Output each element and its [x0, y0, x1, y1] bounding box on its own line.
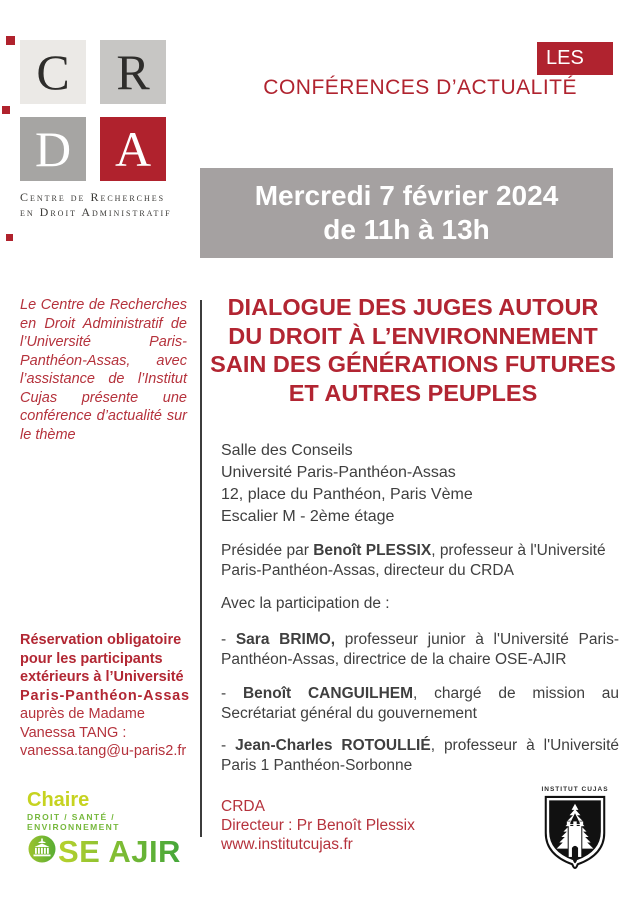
participant-dash: - — [221, 685, 243, 702]
chair-paragraph — [221, 541, 621, 581]
crda-caption — [20, 190, 170, 220]
chair-name: Benoît PLESSIX — [313, 542, 432, 559]
venue-room: Salle des Conseils — [221, 442, 353, 459]
participant-dash: - — [221, 737, 236, 754]
crda-letter-r: R — [100, 40, 166, 104]
decorative-red-square — [6, 234, 13, 241]
participant-name: Benoît CANGUILHEM — [242, 685, 414, 702]
date-line: Mercredi 7 février 2024 — [254, 180, 559, 211]
conference-title — [203, 293, 623, 407]
chaire-subtitle: DROIT / SANTÉ / ENVIRONNEMENT — [27, 812, 120, 832]
vertical-divider — [200, 300, 202, 837]
decorative-red-square — [6, 36, 15, 45]
chair-rest: , professeur à l'Université Paris-Panthéon-Assas, directeur du CRDA — [221, 542, 606, 579]
intro-paragraph: Le Centre de Recherches en Droit Administratif de l’Université Paris-Panthéon-Assas, avec l’assistance de l’Institut Cujas présente une conférence d’actualité sur le thème — [20, 297, 187, 443]
participant-name: Sara BRIMO, — [235, 631, 336, 648]
reservation-line: Réservation obligatoire — [20, 632, 182, 648]
crda-letter-a: A — [100, 117, 166, 181]
participation-heading: Avec la participation de : — [221, 595, 390, 612]
crda-caption-line1: Centre de Recherches — [20, 190, 166, 204]
reservation-line: extérieurs à l’Université — [20, 669, 184, 685]
title-line-2: DU DROIT À L’ENVIRONNEMENT — [228, 322, 598, 349]
ose-ajir-row — [27, 834, 187, 869]
participant-role: , chargé de mission au Secrétariat général du gouvernement — [221, 685, 619, 722]
participant-name: Jean-Charles ROTOULLIÉ — [235, 737, 431, 754]
chaire-title: Chaire — [27, 789, 90, 811]
reservation-email[interactable]: vanessa.tang@u-paris2.fr — [20, 743, 187, 759]
title-line-4: ET AUTRES PEUPLES — [288, 379, 538, 406]
series-title: CONFÉRENCES D’ACTUALITÉ — [263, 76, 577, 99]
footer-director: Directeur : Pr Benoît Plessix — [221, 817, 415, 834]
participant-dash: - — [221, 631, 236, 648]
cujas-caption: INSTITUT CUJAS — [541, 786, 609, 793]
pantheon-icon — [27, 834, 57, 869]
decorative-red-square — [2, 106, 10, 114]
reservation-contact-line: Vanessa TANG : — [20, 724, 127, 741]
participant-role: , professeur à l'Université Paris 1 Panthéon-Sorbonne — [221, 737, 619, 774]
institut-cujas-logo — [533, 786, 617, 879]
reservation-contact-line: auprès de Madame — [20, 706, 145, 722]
reservation-line: pour les participants — [20, 650, 163, 667]
reservation-line: Paris-Panthéon-Assas — [20, 687, 190, 704]
chair-prefix: Présidée par — [221, 542, 314, 559]
title-line-1: DIALOGUE DES JUGES AUTOUR — [227, 294, 599, 320]
footer-website-link[interactable]: www.institutcujas.fr — [221, 836, 353, 853]
les-badge: LES — [537, 42, 613, 75]
venue-university: Université Paris-Panthéon-Assas — [221, 464, 456, 481]
footer-org: CRDA — [221, 798, 265, 815]
date-banner — [200, 168, 613, 258]
ose-ajir-wordmark: SE AJIR — [58, 834, 181, 869]
crda-caption-line2: en Droit Administratif — [20, 205, 172, 219]
participant-item — [221, 684, 619, 724]
chaire-ose-ajir-logo — [27, 790, 187, 869]
crda-logo-squares — [20, 40, 170, 181]
time-line: de 11h à 13h — [323, 214, 490, 245]
participant-item — [221, 736, 619, 776]
crda-letter-d: D — [20, 117, 86, 181]
venue-stairs: Escalier M - 2ème étage — [221, 508, 395, 525]
reservation-block — [20, 631, 190, 761]
footer-block — [221, 797, 415, 854]
participant-item — [221, 630, 619, 670]
venue-address: 12, place du Panthéon, Paris Vème — [221, 486, 473, 503]
crda-logo — [20, 40, 170, 220]
crda-letter-c: C — [20, 40, 86, 104]
venue-block — [221, 440, 473, 528]
cujas-shield-icon — [541, 861, 609, 878]
title-line-3: SAIN DES GÉNÉRATIONS FUTURES — [210, 351, 616, 377]
participant-role: professeur junior à l'Université Paris-Panthéon-Assas, directrice de la chaire OSE-AJIR — [221, 631, 619, 668]
